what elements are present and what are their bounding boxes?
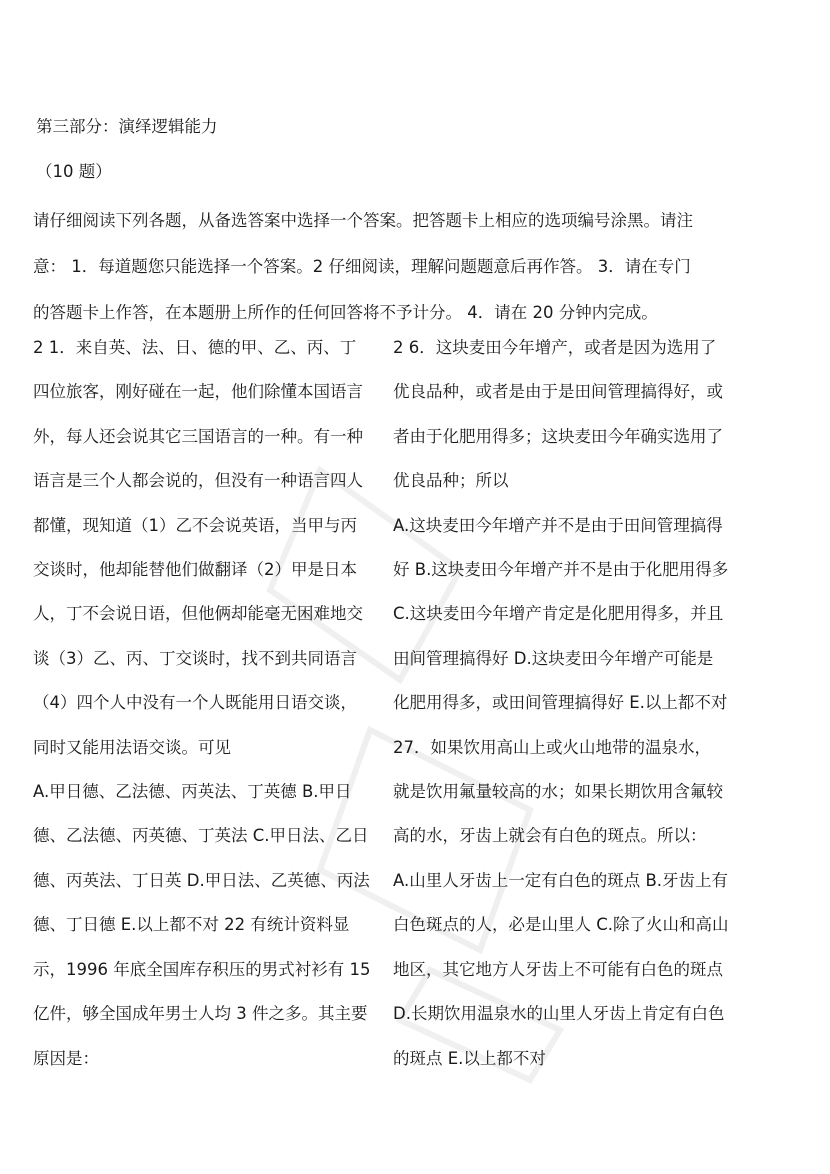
text-line: 德、乙法德、丙英德、丁英法 C.甲日法、乙日 [33,826,369,846]
text-line: 外，每人还会说其它三国语言的一种。有一种 [33,426,363,446]
text-line: 高的水，牙齿上就会有白色的斑点。所以： [393,826,707,846]
text-line: 田间管理搞得好 D.这块麦田今年增产可能是 [393,648,714,668]
text-line: 交谈时，他却能替他们做翻译（2）甲是日本 [33,560,357,580]
text-line: 德、丁日德 E.以上都不对 22 有统计资料显 [33,915,350,935]
text-line: 化肥用得多，或田间管理搞得好 E.以上都不对 [393,693,728,713]
instructions [33,198,733,336]
text-line: （4）四个人中没有一个人既能用日语交谈， [33,693,357,713]
text-line: 好 B.这块麦田今年增产并不是由于化肥用得多 [393,560,729,580]
text-line: 的斑点 E.以上都不对 [393,1048,546,1068]
text-line: A.甲日德、乙法德、丙英法、丁英德 B.甲日 [33,782,352,802]
text-line: 原因是： [33,1048,99,1068]
text-line: 德、丙英法、丁日英 D.甲日法、乙英德、丙法 [33,870,370,890]
text-line: 语言是三个人都会说的，但没有一种语言四人 [33,471,363,491]
text-line: A.山里人牙齿上一定有白色的斑点 B.牙齿上有 [393,870,729,890]
text-line: 白色斑点的人，必是山里人 C.除了火山和高山 [393,915,729,935]
left-column [33,326,383,1081]
text-line: 四位旅客，刚好碰在一起，他们除懂本国语言 [33,382,363,402]
text-line: 人，丁不会说日语，但他俩却能毫无困难地交 [33,604,363,624]
text-line: 亿件，够全国成年男士人均 3 件之多。其主要 [33,1004,368,1024]
text-line: 2 1．来自英、法、日、德的甲、乙、丙、丁 [33,338,357,357]
text-line: 优良品种，或者是由于是田间管理搞得好，或 [393,382,723,402]
instruction-line: 的答题卡上作答，在本题册上所作的任何回答将不予计分。 4．请在 20 分钟内完成。 [33,303,658,322]
text-line: 2 6．这块麦田今年增产，或者是因为选用了 [393,338,717,357]
question-count: （10 题） [36,162,112,181]
text-line: A.这块麦田今年增产并不是由于田间管理搞得 [393,515,723,535]
text-line: 同时又能用法语交谈。可见 [33,737,231,757]
text-line: C.这块麦田今年增产肯定是化肥用得多，并且 [393,604,724,624]
text-line: D.长期饮用温泉水的山里人牙齿上肯定有白色 [393,1004,725,1024]
instruction-line: 意： 1．每道题您只能选择一个答案。2 仔细阅读，理解问题题意后再作答。 3．请在专门 [33,257,691,276]
text-line: 地区，其它地方人牙齿上不可能有白色的斑点 [393,959,723,979]
instruction-line: 请仔细阅读下列各题，从备选答案中选择一个答案。把答题卡上相应的选项编号涂黑。请注 [33,211,693,230]
text-line: 27．如果饮用高山上或火山地带的温泉水， [393,737,711,757]
text-line: 就是饮用氟量较高的水；如果长期饮用含氟较 [393,782,723,802]
text-line: 者由于化肥用得多；这块麦田今年确实选用了 [393,426,723,446]
section-heading: 第三部分：演绎逻辑能力 [36,117,218,136]
text-line: 都懂，现知道（1）乙不会说英语，当甲与丙 [33,515,357,535]
text-line: 优良品种；所以 [393,471,509,491]
right-column [393,326,738,1081]
text-line: 谈（3）乙、丙、丁交谈时，找不到共同语言 [33,648,357,668]
text-line: 示，1996 年底全国库存积压的男式衬衫有 15 [33,959,371,979]
